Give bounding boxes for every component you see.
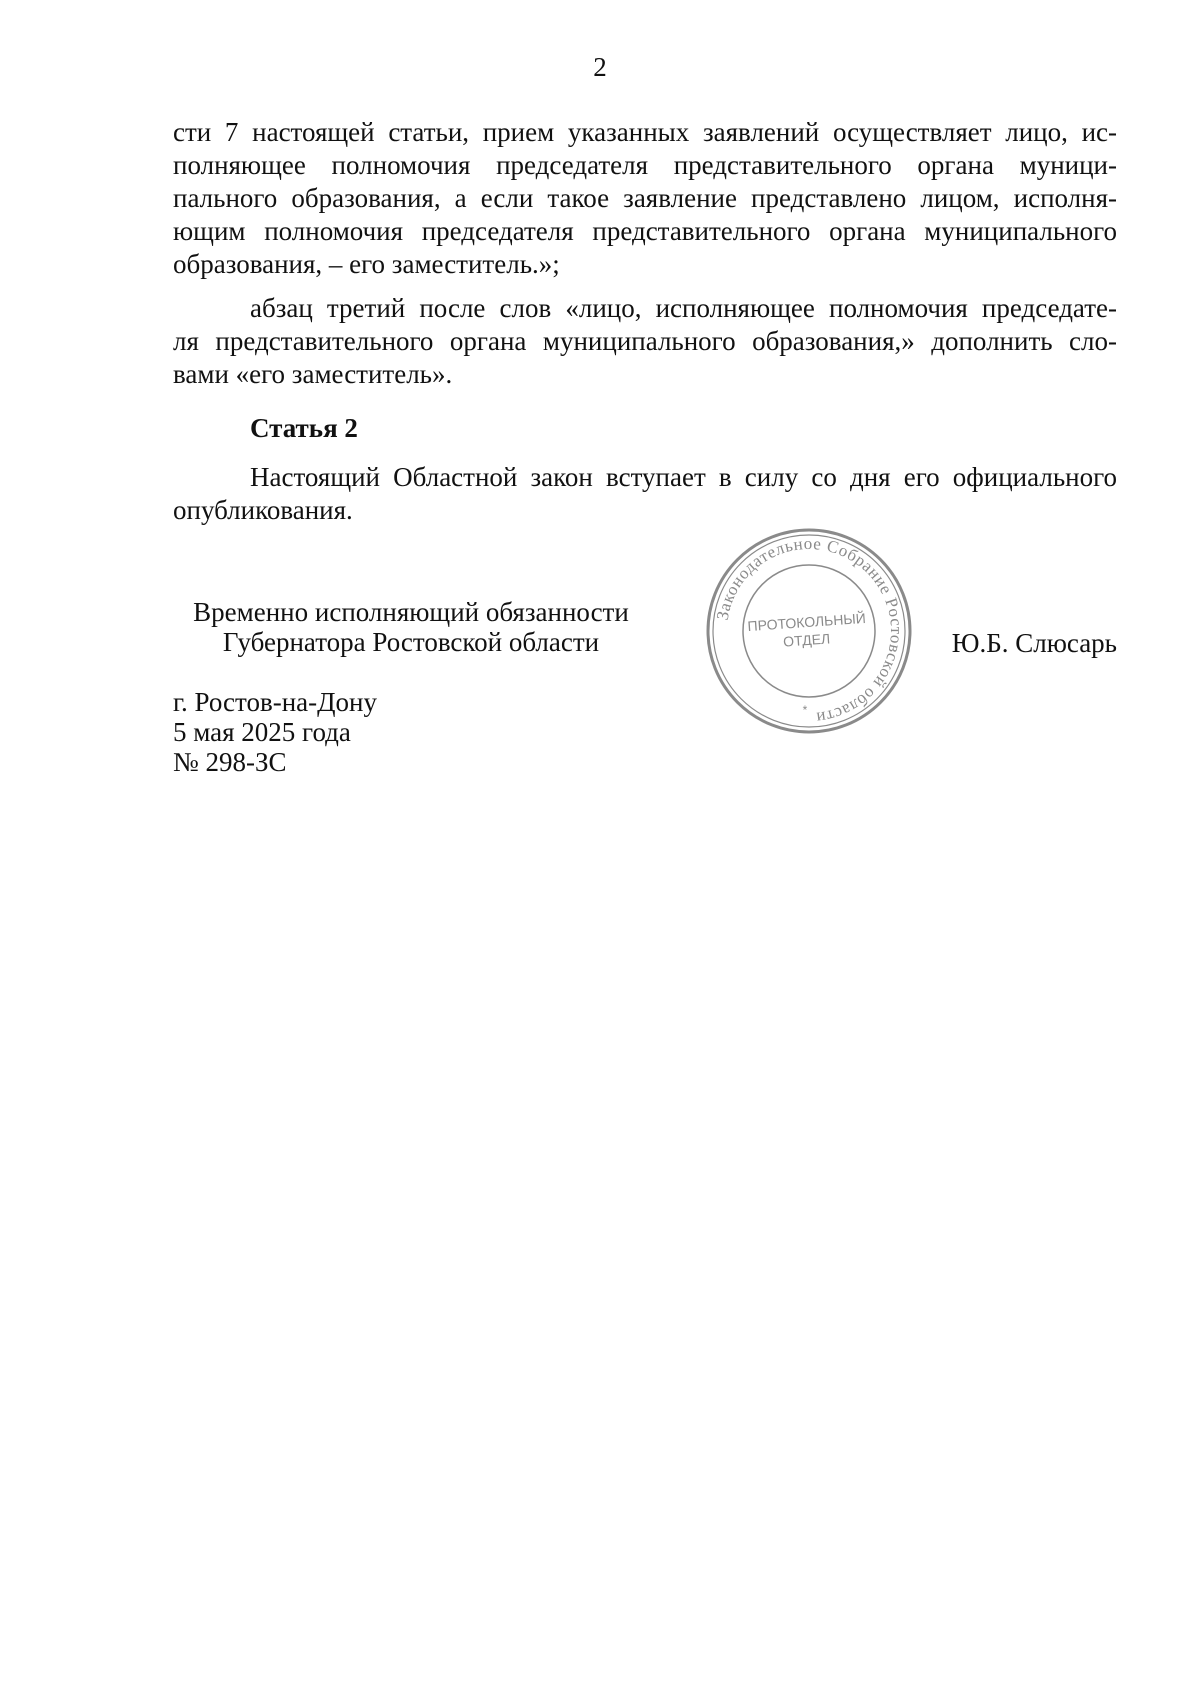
city: г. Ростов-на-Дону	[173, 687, 378, 717]
document-body	[173, 116, 1117, 391]
place-and-date	[173, 687, 377, 777]
svg-text:Законодательное Собрание Росто: Законодательное Собрание Ростовской области	[712, 533, 907, 728]
text-line: полняющее полномочия председателя представительного органа муници-	[173, 150, 1117, 180]
signatory-name: Ю.Б. Слюсарь	[951, 628, 1117, 658]
position-line: Временно исполняющий обязанности	[193, 597, 629, 627]
law-number: № 298-ЗС	[173, 747, 287, 777]
text-line: абзац третий после слов «лицо, исполняющее полномочия председате-	[250, 293, 1117, 323]
page-number: 2	[593, 52, 607, 82]
svg-text:*: *	[802, 703, 808, 717]
official-seal-stamp	[705, 527, 913, 735]
text-line: вами «его заместитель».	[173, 359, 453, 389]
text-line: ющим полномочия председателя представительного органа муниципального	[173, 216, 1117, 246]
text-line: опубликования.	[173, 495, 353, 525]
position-line: Губернатора Ростовской области	[222, 627, 600, 657]
text-line: сти 7 настоящей статьи, прием указанных заявлений осуществляет лицо, ис-	[173, 117, 1117, 147]
text-line: Настоящий Областной закон вступает в силу со дня его официального	[250, 462, 1117, 492]
signatory-position	[176, 597, 646, 657]
text-line: ля представительного органа муниципального образования,» дополнить сло-	[173, 326, 1117, 356]
text-line: пального образования, а если такое заявление представлено лицом, исполня-	[173, 183, 1117, 213]
text-line: образования, – его заместитель.»;	[173, 249, 560, 279]
date: 5 мая 2025 года	[173, 717, 351, 747]
article-body	[173, 461, 1117, 527]
svg-text:ПРОТОКОЛЬНЫЙ: ПРОТОКОЛЬНЫЙ	[747, 609, 867, 635]
article-heading: Статья 2	[250, 413, 358, 443]
svg-text:ОТДЕЛ: ОТДЕЛ	[782, 630, 831, 650]
